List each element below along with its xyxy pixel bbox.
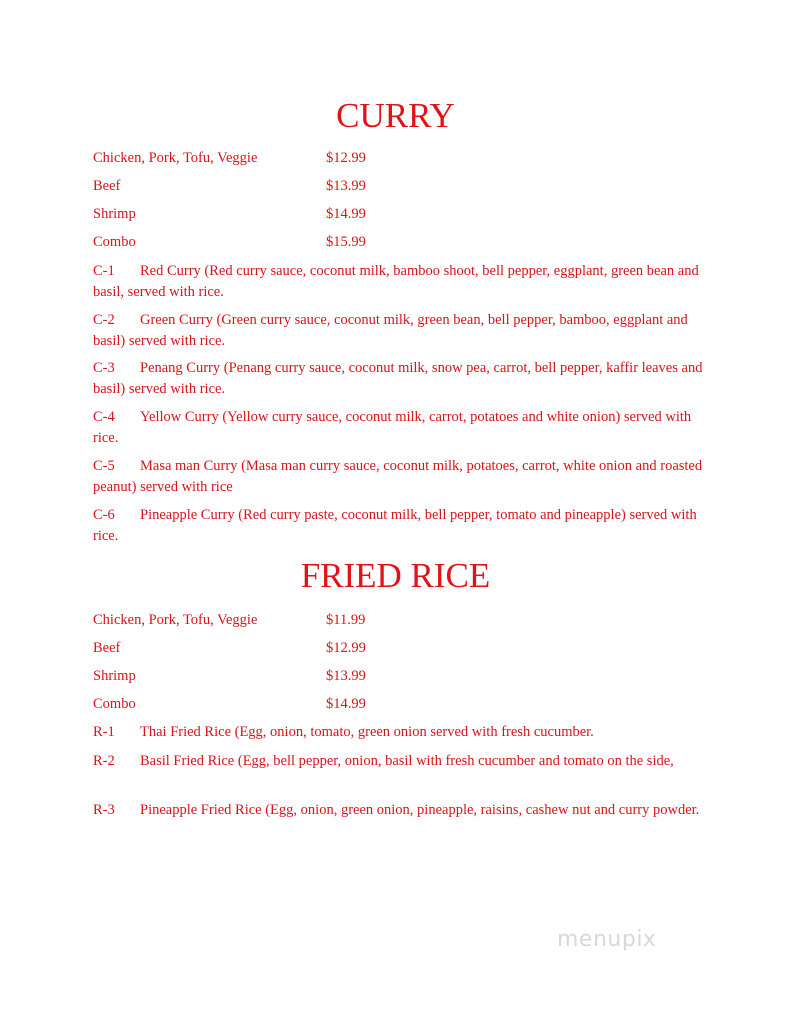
item-code: C-5 <box>93 458 115 474</box>
price-row <box>93 148 493 168</box>
item-description: Masa man Curry (Masa man curry sauce, coconut milk, potatoes, carrot, white onion and roasted peanut) served with rice <box>93 458 703 495</box>
item-description: Red Curry (Red curry sauce, coconut milk, bamboo shoot, bell pepper, eggplant, green bean and basil, served with rice. <box>93 263 699 300</box>
price-label: Chicken, Pork, Tofu, Veggie <box>93 612 258 628</box>
menu-item <box>93 261 703 303</box>
price-row <box>93 638 493 658</box>
item-description: Yellow Curry (Yellow curry sauce, coconut milk, carrot, potatoes and white onion) served with rice. <box>93 409 692 446</box>
price-row <box>93 204 493 224</box>
menu-item <box>93 505 703 547</box>
price-value: $12.99 <box>326 150 366 166</box>
price-value: $13.99 <box>326 668 366 684</box>
price-label: Shrimp <box>93 668 136 684</box>
price-label: Shrimp <box>93 206 136 222</box>
menu-item <box>93 800 703 821</box>
item-code: R-1 <box>93 724 115 740</box>
item-code: R-3 <box>93 802 115 818</box>
price-row <box>93 176 493 196</box>
watermark-logo: menupix <box>557 927 657 952</box>
item-description: Pineapple Fried Rice (Egg, onion, green onion, pineapple, raisins, cashew nut and curry powder. <box>140 802 700 818</box>
price-label: Chicken, Pork, Tofu, Veggie <box>93 150 258 166</box>
price-label: Combo <box>93 234 136 250</box>
price-value: $15.99 <box>326 234 366 250</box>
menu-item <box>93 456 703 498</box>
price-value: $14.99 <box>326 206 366 222</box>
item-code: C-1 <box>93 263 115 279</box>
item-description: Pineapple Curry (Red curry paste, coconut milk, bell pepper, tomato and pineapple) served with rice. <box>93 507 697 544</box>
price-label: Beef <box>93 640 121 656</box>
menu-item <box>93 407 703 449</box>
price-row <box>93 610 493 630</box>
price-value: $12.99 <box>326 640 366 656</box>
menu-item <box>93 751 703 772</box>
price-row <box>93 232 493 252</box>
item-description: Penang Curry (Penang curry sauce, coconut milk, snow pea, carrot, bell pepper, kaffir leaves and basil) served with rice. <box>93 360 703 397</box>
item-code: R-2 <box>93 753 115 769</box>
price-label: Combo <box>93 696 136 712</box>
section-title-fried-rice: FRIED RICE <box>300 556 491 595</box>
item-description: Thai Fried Rice (Egg, onion, tomato, green onion served with fresh cucumber. <box>140 724 594 740</box>
price-value: $13.99 <box>326 178 366 194</box>
price-value: $14.99 <box>326 696 366 712</box>
item-code: C-4 <box>93 409 115 425</box>
item-code: C-2 <box>93 312 115 328</box>
price-label: Beef <box>93 178 121 194</box>
price-value: $11.99 <box>326 612 366 628</box>
section-title-curry: CURRY <box>336 96 455 135</box>
item-description: Green Curry (Green curry sauce, coconut milk, green bean, bell pepper, bamboo, eggplant and basil) served with rice. <box>93 312 688 349</box>
item-description: Basil Fried Rice (Egg, bell pepper, onion, basil with fresh cucumber and tomato on the side, <box>140 753 674 769</box>
price-row <box>93 694 493 714</box>
menu-item <box>93 310 703 352</box>
price-row <box>93 666 493 686</box>
menu-item <box>93 722 703 743</box>
item-code: C-3 <box>93 360 115 376</box>
item-code: C-6 <box>93 507 115 523</box>
menu-item <box>93 358 703 400</box>
